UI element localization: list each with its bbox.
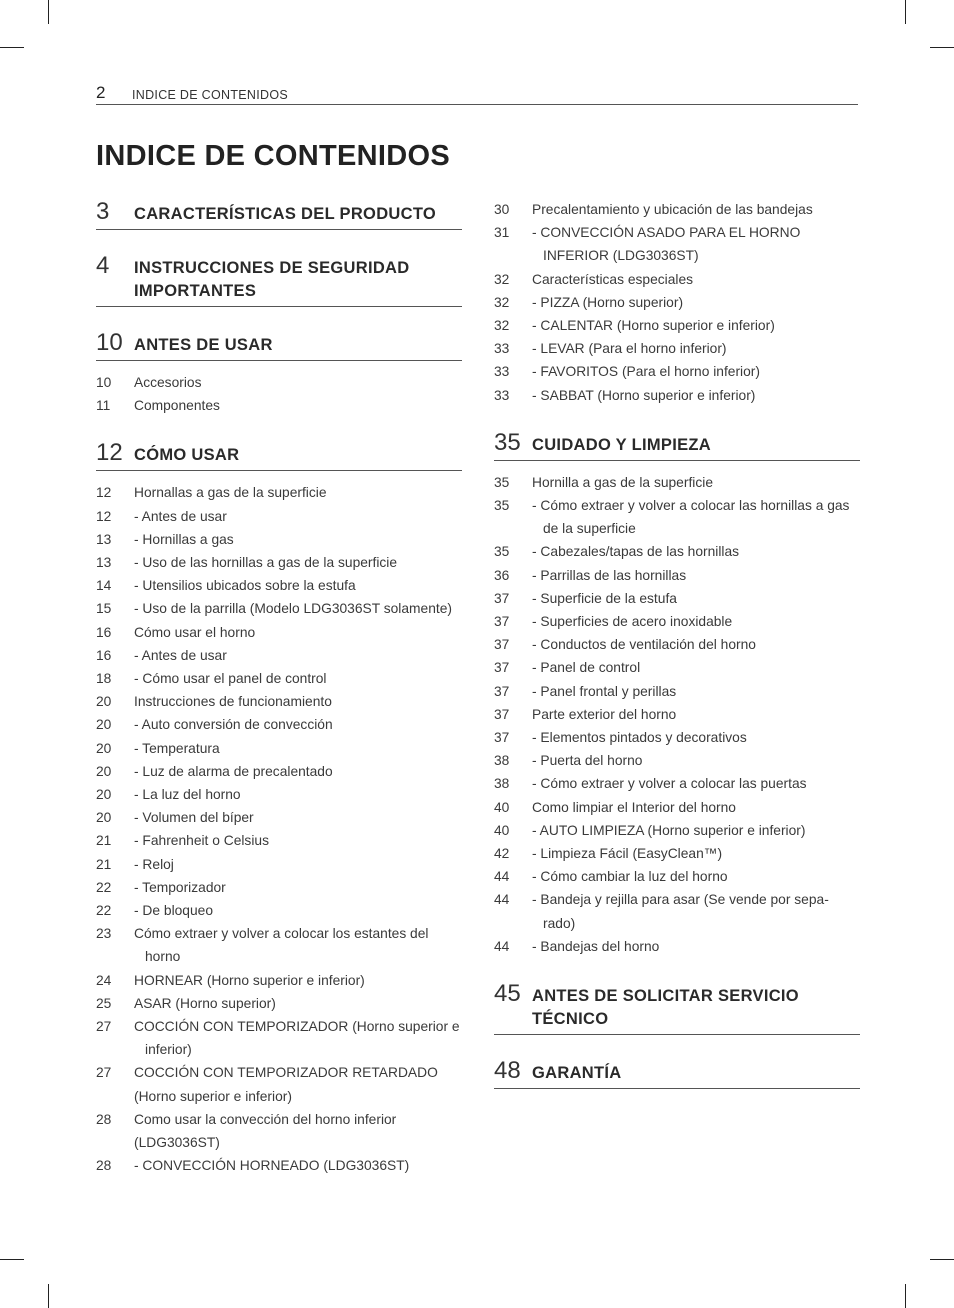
toc-entry[interactable]	[494, 656, 860, 679]
entry-title: - Antes de usar	[134, 647, 227, 663]
entry-page-number: 20	[96, 763, 112, 779]
entry-title: - CONVECCIÓN ASADO PARA EL HORNO INFERIOR (LDG3036ST)	[532, 225, 801, 264]
entry-page-number: 14	[96, 578, 112, 594]
toc-entry[interactable]	[96, 505, 462, 528]
entry-title: - Elementos pintados y decorativos	[532, 730, 747, 746]
entry-title: Componentes	[134, 398, 220, 414]
entry-title: - Uso de la parrilla (Modelo LDG3036ST solamente)	[134, 601, 452, 617]
toc-entry[interactable]	[96, 1154, 462, 1177]
entry-title: COCCIÓN CON TEMPORIZADOR RETARDADO (Horno superior e inferior)	[134, 1065, 438, 1104]
entry-title: - Cómo usar el panel de control	[134, 671, 327, 687]
toc-entry[interactable]	[494, 564, 860, 587]
entry-title: ASAR (Horno superior)	[134, 995, 276, 1011]
toc-entry[interactable]	[494, 337, 860, 360]
toc-entry[interactable]	[96, 644, 462, 667]
toc-entry[interactable]	[96, 876, 462, 899]
section-spacer	[494, 407, 860, 429]
entry-page-number: 30	[494, 202, 510, 217]
entry-title: - Parrillas de las hornillas	[532, 567, 687, 583]
toc-entry[interactable]	[96, 1108, 462, 1154]
entry-page-number: 16	[96, 624, 112, 640]
entry-page-number: 21	[96, 833, 112, 849]
section-title: ANTES DE USAR	[134, 336, 273, 354]
entry-title: Parte exterior del horno	[532, 706, 677, 722]
entry-title: - Utensilios ubicados sobre la estufa	[134, 578, 356, 594]
entry-page-number: 35	[494, 544, 510, 560]
entry-title: - Reloj	[134, 856, 174, 872]
running-header-title: INDICE DE CONTENIDOS	[132, 88, 289, 102]
entry-title: Hornallas a gas de la superficie	[134, 485, 327, 501]
entry-title: - Temperatura	[134, 740, 220, 756]
entry-list	[494, 471, 860, 958]
toc-section	[494, 429, 860, 958]
section-title: CARACTERÍSTICAS DEL PRODUCTO	[134, 205, 437, 223]
page-title: INDICE DE CONTENIDOS	[96, 140, 451, 172]
section-spacer	[96, 417, 462, 439]
section-heading[interactable]	[494, 980, 860, 1035]
entry-page-number: 10	[96, 375, 112, 390]
toc-entry[interactable]	[494, 819, 860, 842]
entry-title: - Bandejas del horno	[532, 938, 660, 954]
entry-page-number: 20	[96, 740, 112, 756]
toc-entry[interactable]	[494, 680, 860, 703]
section-title: CUIDADO Y LIMPIEZA	[532, 435, 711, 454]
toc-entry[interactable]	[494, 494, 860, 540]
entry-page-number: 21	[96, 856, 112, 872]
entry-title: - Superficies de acero inoxidable	[532, 614, 733, 630]
entry-page-number: 11	[96, 398, 111, 414]
entry-page-number: 33	[494, 387, 510, 403]
section-heading[interactable]	[494, 429, 860, 461]
section-title: ANTES DE SOLICITAR SERVICIO TÉCNICO	[532, 987, 799, 1029]
entry-page-number: 35	[494, 474, 510, 490]
section-page-number: 35	[494, 428, 521, 456]
toc-section	[96, 252, 462, 307]
entry-title: - Volumen del bíper	[134, 810, 254, 826]
entry-page-number: 22	[96, 903, 112, 919]
toc-entry[interactable]	[96, 574, 462, 597]
entry-page-number: 28	[96, 1111, 112, 1127]
entry-title: - Fahrenheit o Celsius	[134, 833, 269, 849]
page-number: 2	[96, 83, 106, 102]
entry-page-number: 36	[494, 567, 510, 583]
section-heading[interactable]	[96, 252, 462, 307]
toc-entry[interactable]	[96, 1061, 462, 1107]
entry-title: Hornilla a gas de la superficie	[532, 474, 713, 490]
entry-title: - Cabezales/tapas de las hornillas	[532, 544, 740, 560]
entry-page-number: 44	[494, 938, 510, 954]
entry-list	[494, 198, 860, 407]
section-page-number: 3	[96, 198, 110, 225]
entry-page-number: 15	[96, 601, 112, 617]
entry-title: Como usar la convección del horno inferior (LDG3036ST)	[134, 1111, 397, 1151]
toc-entry[interactable]	[494, 796, 860, 819]
entry-page-number: 16	[96, 647, 112, 663]
crop-mark	[48, 1284, 49, 1308]
entry-page-number: 27	[96, 1065, 112, 1081]
entry-title: - Superficie de la estufa	[532, 590, 677, 606]
toc-entry[interactable]	[96, 969, 462, 992]
section-page-number: 10	[96, 329, 123, 356]
entry-title: - La luz del horno	[134, 787, 241, 803]
entry-title: - Uso de las hornillas a gas de la superficie	[134, 555, 398, 571]
toc-entry[interactable]	[96, 597, 462, 620]
section-spacer	[494, 1035, 860, 1057]
toc-entry[interactable]	[494, 314, 860, 337]
crop-mark	[930, 1259, 954, 1260]
entry-list	[96, 481, 462, 1177]
toc-entry[interactable]	[96, 394, 462, 417]
toc-entry[interactable]	[494, 384, 860, 407]
entry-page-number: 37	[494, 590, 510, 606]
entry-title: - Temporizador	[134, 879, 226, 895]
entry-page-number: 35	[494, 498, 510, 514]
entry-title: COCCIÓN CON TEMPORIZADOR (Horno superior e inferior)	[134, 1019, 460, 1058]
section-title: GARANTÍA	[532, 1064, 622, 1083]
crop-mark	[930, 47, 954, 48]
entry-page-number: 37	[494, 683, 510, 699]
entry-page-number: 42	[494, 846, 510, 862]
entry-page-number: 20	[96, 694, 112, 710]
entry-page-number: 32	[494, 271, 510, 287]
toc-section	[96, 439, 462, 1177]
toc-entry[interactable]	[96, 853, 462, 876]
entry-title: - Panel de control	[532, 660, 641, 676]
entry-title: - Auto conversión de convección	[134, 717, 333, 733]
entry-page-number: 12	[96, 508, 112, 524]
toc-entry[interactable]	[96, 667, 462, 690]
entry-page-number: 37	[494, 637, 510, 653]
entry-page-number: 38	[494, 753, 510, 769]
entry-page-number: 24	[96, 972, 112, 988]
entry-title: - FAVORITOS (Para el horno inferior)	[532, 364, 760, 380]
entry-page-number: 40	[494, 822, 510, 838]
entry-page-number: 13	[96, 555, 112, 571]
entry-page-number: 22	[96, 879, 112, 895]
toc-entry[interactable]	[494, 471, 860, 494]
entry-title: - Conductos de ventilación del horno	[532, 637, 756, 653]
entry-page-number: 27	[96, 1019, 112, 1035]
crop-mark	[0, 1259, 24, 1260]
section-heading[interactable]	[96, 198, 462, 230]
toc-entry[interactable]	[494, 726, 860, 749]
toc-entry[interactable]	[96, 737, 462, 760]
entry-title: Características especiales	[532, 271, 694, 287]
entry-page-number: 32	[494, 294, 510, 310]
entry-list	[96, 371, 462, 417]
entry-title: Cómo usar el horno	[134, 624, 256, 640]
toc-entry[interactable]	[494, 842, 860, 865]
entry-title: - CONVECCIÓN HORNEADO (LDG3036ST)	[134, 1158, 410, 1174]
toc-entry[interactable]	[96, 481, 462, 504]
section-spacer	[96, 230, 462, 252]
entry-title: Como limpiar el Interior del horno	[532, 799, 736, 815]
entry-title: - PIZZA (Horno superior)	[532, 294, 684, 310]
running-header	[96, 83, 858, 105]
toc-entry[interactable]	[96, 806, 462, 829]
toc-entry[interactable]	[494, 935, 860, 958]
entry-page-number: 20	[96, 787, 112, 803]
entry-page-number: 18	[96, 671, 112, 687]
entry-page-number: 37	[494, 706, 510, 722]
toc-entry[interactable]	[494, 749, 860, 772]
entry-title: - AUTO LIMPIEZA (Horno superior e inferior)	[532, 822, 806, 838]
toc-entry-group	[494, 198, 860, 407]
toc-entry[interactable]	[494, 540, 860, 563]
entry-page-number: 23	[96, 926, 112, 942]
section-heading[interactable]	[96, 329, 462, 361]
toc-entry[interactable]	[494, 610, 860, 633]
entry-title: - SABBAT (Horno superior e inferior)	[532, 387, 756, 403]
entry-title: - Cómo extraer y volver a colocar las hornillas a gas de la superficie	[532, 498, 850, 537]
toc-section	[96, 329, 462, 417]
entry-title: - Puerta del horno	[532, 753, 643, 769]
entry-title: - Antes de usar	[134, 508, 227, 524]
entry-page-number: 40	[494, 799, 510, 815]
entry-page-number: 44	[494, 869, 510, 885]
entry-page-number: 37	[494, 614, 510, 630]
entry-page-number: 13	[96, 531, 112, 547]
toc-left-column	[96, 198, 462, 1178]
section-page-number: 12	[96, 439, 123, 467]
section-spacer	[494, 958, 860, 980]
entry-title: - Cómo extraer y volver a colocar las puertas	[532, 776, 807, 792]
crop-mark	[905, 1284, 906, 1308]
section-title: CÓMO USAR	[134, 446, 240, 465]
toc-entry[interactable]	[96, 760, 462, 783]
toc-entry[interactable]	[494, 703, 860, 726]
entry-title: - Cómo cambiar la luz del horno	[532, 869, 728, 885]
section-title: INSTRUCCIONES DE SEGURIDAD IMPORTANTES	[134, 259, 410, 300]
entry-title: - Limpieza Fácil (EasyClean™)	[532, 846, 723, 862]
entry-page-number: 37	[494, 730, 510, 746]
entry-page-number: 20	[96, 810, 112, 826]
toc-entry[interactable]	[96, 621, 462, 644]
entry-title: Accesorios	[134, 375, 202, 390]
entry-title: - De bloqueo	[134, 903, 214, 919]
toc-entry[interactable]	[494, 268, 860, 291]
entry-title: Precalentamiento y ubicación de las bandejas	[532, 202, 813, 217]
toc-entry[interactable]	[96, 713, 462, 736]
toc-entry[interactable]	[96, 1015, 462, 1061]
toc-entry[interactable]	[494, 360, 860, 383]
toc-entry[interactable]	[494, 587, 860, 610]
toc-section	[96, 198, 462, 230]
toc-entry[interactable]	[96, 992, 462, 1015]
crop-mark	[905, 0, 906, 24]
toc-entry[interactable]	[494, 221, 860, 267]
section-heading[interactable]	[494, 1057, 860, 1089]
toc-entry[interactable]	[96, 690, 462, 713]
toc-entry[interactable]	[96, 528, 462, 551]
entry-title: - LEVAR (Para el horno inferior)	[532, 341, 727, 357]
entry-title: - CALENTAR (Horno superior e inferior)	[532, 318, 775, 334]
toc-right-column	[494, 198, 860, 1089]
entry-page-number: 37	[494, 660, 510, 676]
entry-page-number: 12	[96, 485, 112, 501]
entry-page-number: 38	[494, 776, 510, 792]
section-page-number: 48	[494, 1057, 521, 1085]
entry-page-number: 28	[96, 1158, 112, 1174]
entry-title: - Hornillas a gas	[134, 531, 234, 547]
section-spacer	[96, 307, 462, 329]
entry-title: Cómo extraer y volver a colocar los estantes del horno	[134, 926, 429, 965]
section-page-number: 45	[494, 980, 521, 1008]
toc-entry[interactable]	[96, 899, 462, 922]
toc-entry[interactable]	[96, 551, 462, 574]
toc-entry[interactable]	[494, 865, 860, 888]
section-heading[interactable]	[96, 439, 462, 471]
section-page-number: 4	[96, 252, 110, 279]
entry-page-number: 31	[494, 225, 510, 241]
toc-entry[interactable]	[96, 922, 462, 968]
crop-mark	[0, 47, 24, 48]
entry-page-number: 25	[96, 995, 112, 1011]
toc-section	[494, 1057, 860, 1089]
entry-page-number: 20	[96, 717, 112, 733]
toc-entry[interactable]	[494, 772, 860, 795]
toc-section	[494, 980, 860, 1035]
entry-title: - Bandeja y rejilla para asar (Se vende por sepa-rado)	[532, 892, 829, 931]
entry-page-number: 32	[494, 318, 510, 334]
toc-entry[interactable]	[494, 198, 860, 221]
toc-entry[interactable]	[96, 371, 462, 394]
entry-title: - Panel frontal y perillas	[532, 683, 677, 699]
entry-title: HORNEAR (Horno superior e inferior)	[134, 972, 365, 988]
toc-entry[interactable]	[494, 291, 860, 314]
crop-mark	[48, 0, 49, 24]
entry-page-number: 33	[494, 364, 510, 380]
toc-entry[interactable]	[494, 888, 860, 934]
toc-entry[interactable]	[96, 829, 462, 852]
entry-title: - Luz de alarma de precalentado	[134, 763, 333, 779]
entry-page-number: 44	[494, 892, 510, 908]
toc-entry[interactable]	[96, 783, 462, 806]
toc-entry[interactable]	[494, 633, 860, 656]
entry-title: Instrucciones de funcionamiento	[134, 694, 332, 710]
entry-page-number: 33	[494, 341, 510, 357]
